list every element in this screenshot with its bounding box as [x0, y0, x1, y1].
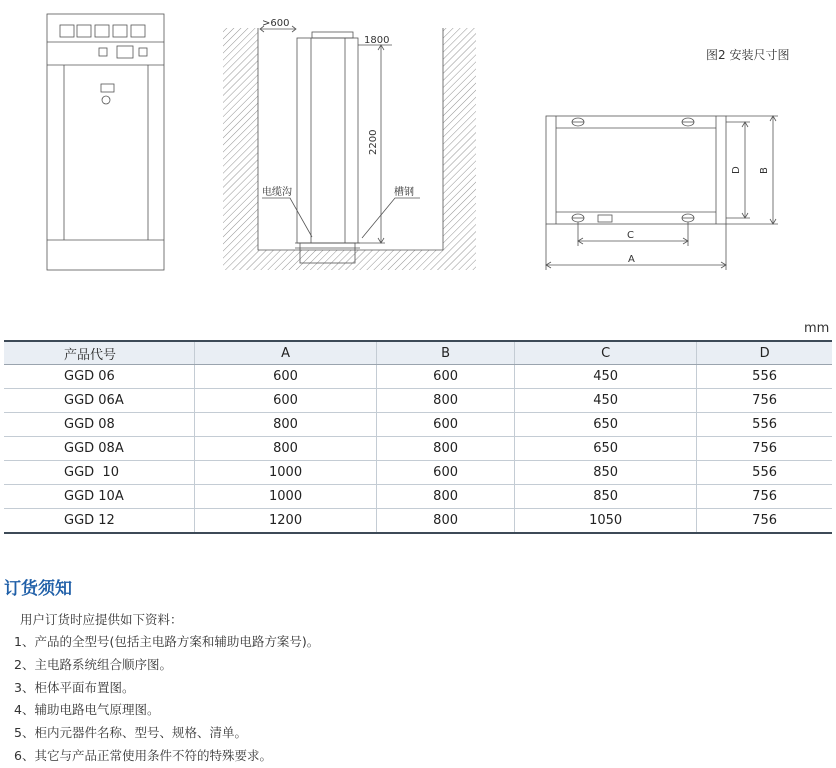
dim-a-label: A: [628, 254, 635, 265]
table-row: [4, 389, 832, 413]
cell-a: 800: [195, 413, 377, 437]
dimension-table: [4, 340, 832, 534]
cell-c: 850: [515, 485, 697, 509]
cell-c: 1050: [515, 509, 697, 534]
channel-steel-label: 槽钢: [394, 187, 414, 198]
cell-model: GGD 10: [4, 461, 195, 485]
cell-b: 800: [377, 437, 515, 461]
table-row: [4, 437, 832, 461]
cell-model: GGD 06A: [4, 389, 195, 413]
column-header-c: C: [515, 341, 697, 365]
ordering-notes-intro: 用户订货时应提供如下资料：: [20, 612, 183, 627]
dim-d-label: D: [731, 166, 742, 174]
list-item: 1、产品的全型号(包括主电路方案和辅助电路方案号)。: [14, 634, 320, 649]
cable-trench-label: 电缆沟: [262, 187, 292, 198]
list-item: 3、柜体平面布置图。: [14, 679, 135, 695]
cell-model: GGD 06: [4, 365, 195, 389]
table-row: [4, 413, 832, 437]
cell-model: GGD 08A: [4, 437, 195, 461]
cell-d: 756: [697, 485, 832, 509]
cell-model: GGD 12: [4, 509, 195, 534]
cell-d: 756: [697, 437, 832, 461]
cell-c: 450: [515, 365, 697, 389]
cell-d: 556: [697, 461, 832, 485]
dim-c-label: C: [627, 230, 634, 241]
cell-c: 650: [515, 413, 697, 437]
cell-b: 800: [377, 389, 515, 413]
list-item: 4、辅助电路电气原理图。: [14, 702, 160, 718]
cell-b: 600: [377, 365, 515, 389]
table-row: [4, 509, 832, 534]
column-header-model: 产品代号: [4, 341, 195, 365]
table-row: [4, 485, 832, 509]
list-item: 2、主电路系统组合顺序图。: [14, 656, 172, 672]
room-section-view: [223, 18, 476, 270]
cabinet-front-view: [47, 14, 164, 270]
cell-a: 1000: [195, 461, 377, 485]
dim-600-label: >600: [262, 18, 290, 29]
ordering-notes-list: [14, 631, 319, 768]
cell-b: 800: [377, 509, 515, 534]
table-header-row: [4, 341, 832, 365]
cell-c: 850: [515, 461, 697, 485]
table-row: [4, 461, 832, 485]
cell-a: 600: [195, 389, 377, 413]
cell-c: 650: [515, 437, 697, 461]
column-header-a: A: [195, 341, 377, 365]
cell-model: GGD 10A: [4, 485, 195, 509]
cell-d: 556: [697, 365, 832, 389]
cell-a: 1000: [195, 485, 377, 509]
foundation-plan-view: [546, 116, 778, 270]
list-item: 5、柜内元器件名称、型号、规格、清单。: [14, 725, 247, 741]
cell-d: 756: [697, 509, 832, 534]
dim-2200-label: 2200: [368, 129, 379, 155]
figure-caption: 图2 安装尺寸图: [706, 48, 790, 62]
cell-a: 1200: [195, 509, 377, 534]
cell-b: 800: [377, 485, 515, 509]
cell-d: 556: [697, 413, 832, 437]
dim-b-label: B: [759, 167, 770, 174]
cell-d: 756: [697, 389, 832, 413]
column-header-b: B: [377, 341, 515, 365]
unit-label: mm: [804, 321, 830, 336]
cell-b: 600: [377, 461, 515, 485]
cell-a: 800: [195, 437, 377, 461]
cell-c: 450: [515, 389, 697, 413]
cell-a: 600: [195, 365, 377, 389]
installation-drawings: [0, 0, 836, 300]
list-item: 6、其它与产品正常使用条件不符的特殊要求。: [14, 747, 272, 763]
column-header-d: D: [697, 341, 832, 365]
dim-1800-label: 1800: [364, 35, 390, 46]
ordering-notes-title: 订货须知: [4, 579, 72, 599]
table-row: [4, 365, 832, 389]
cell-model: GGD 08: [4, 413, 195, 437]
cell-b: 600: [377, 413, 515, 437]
